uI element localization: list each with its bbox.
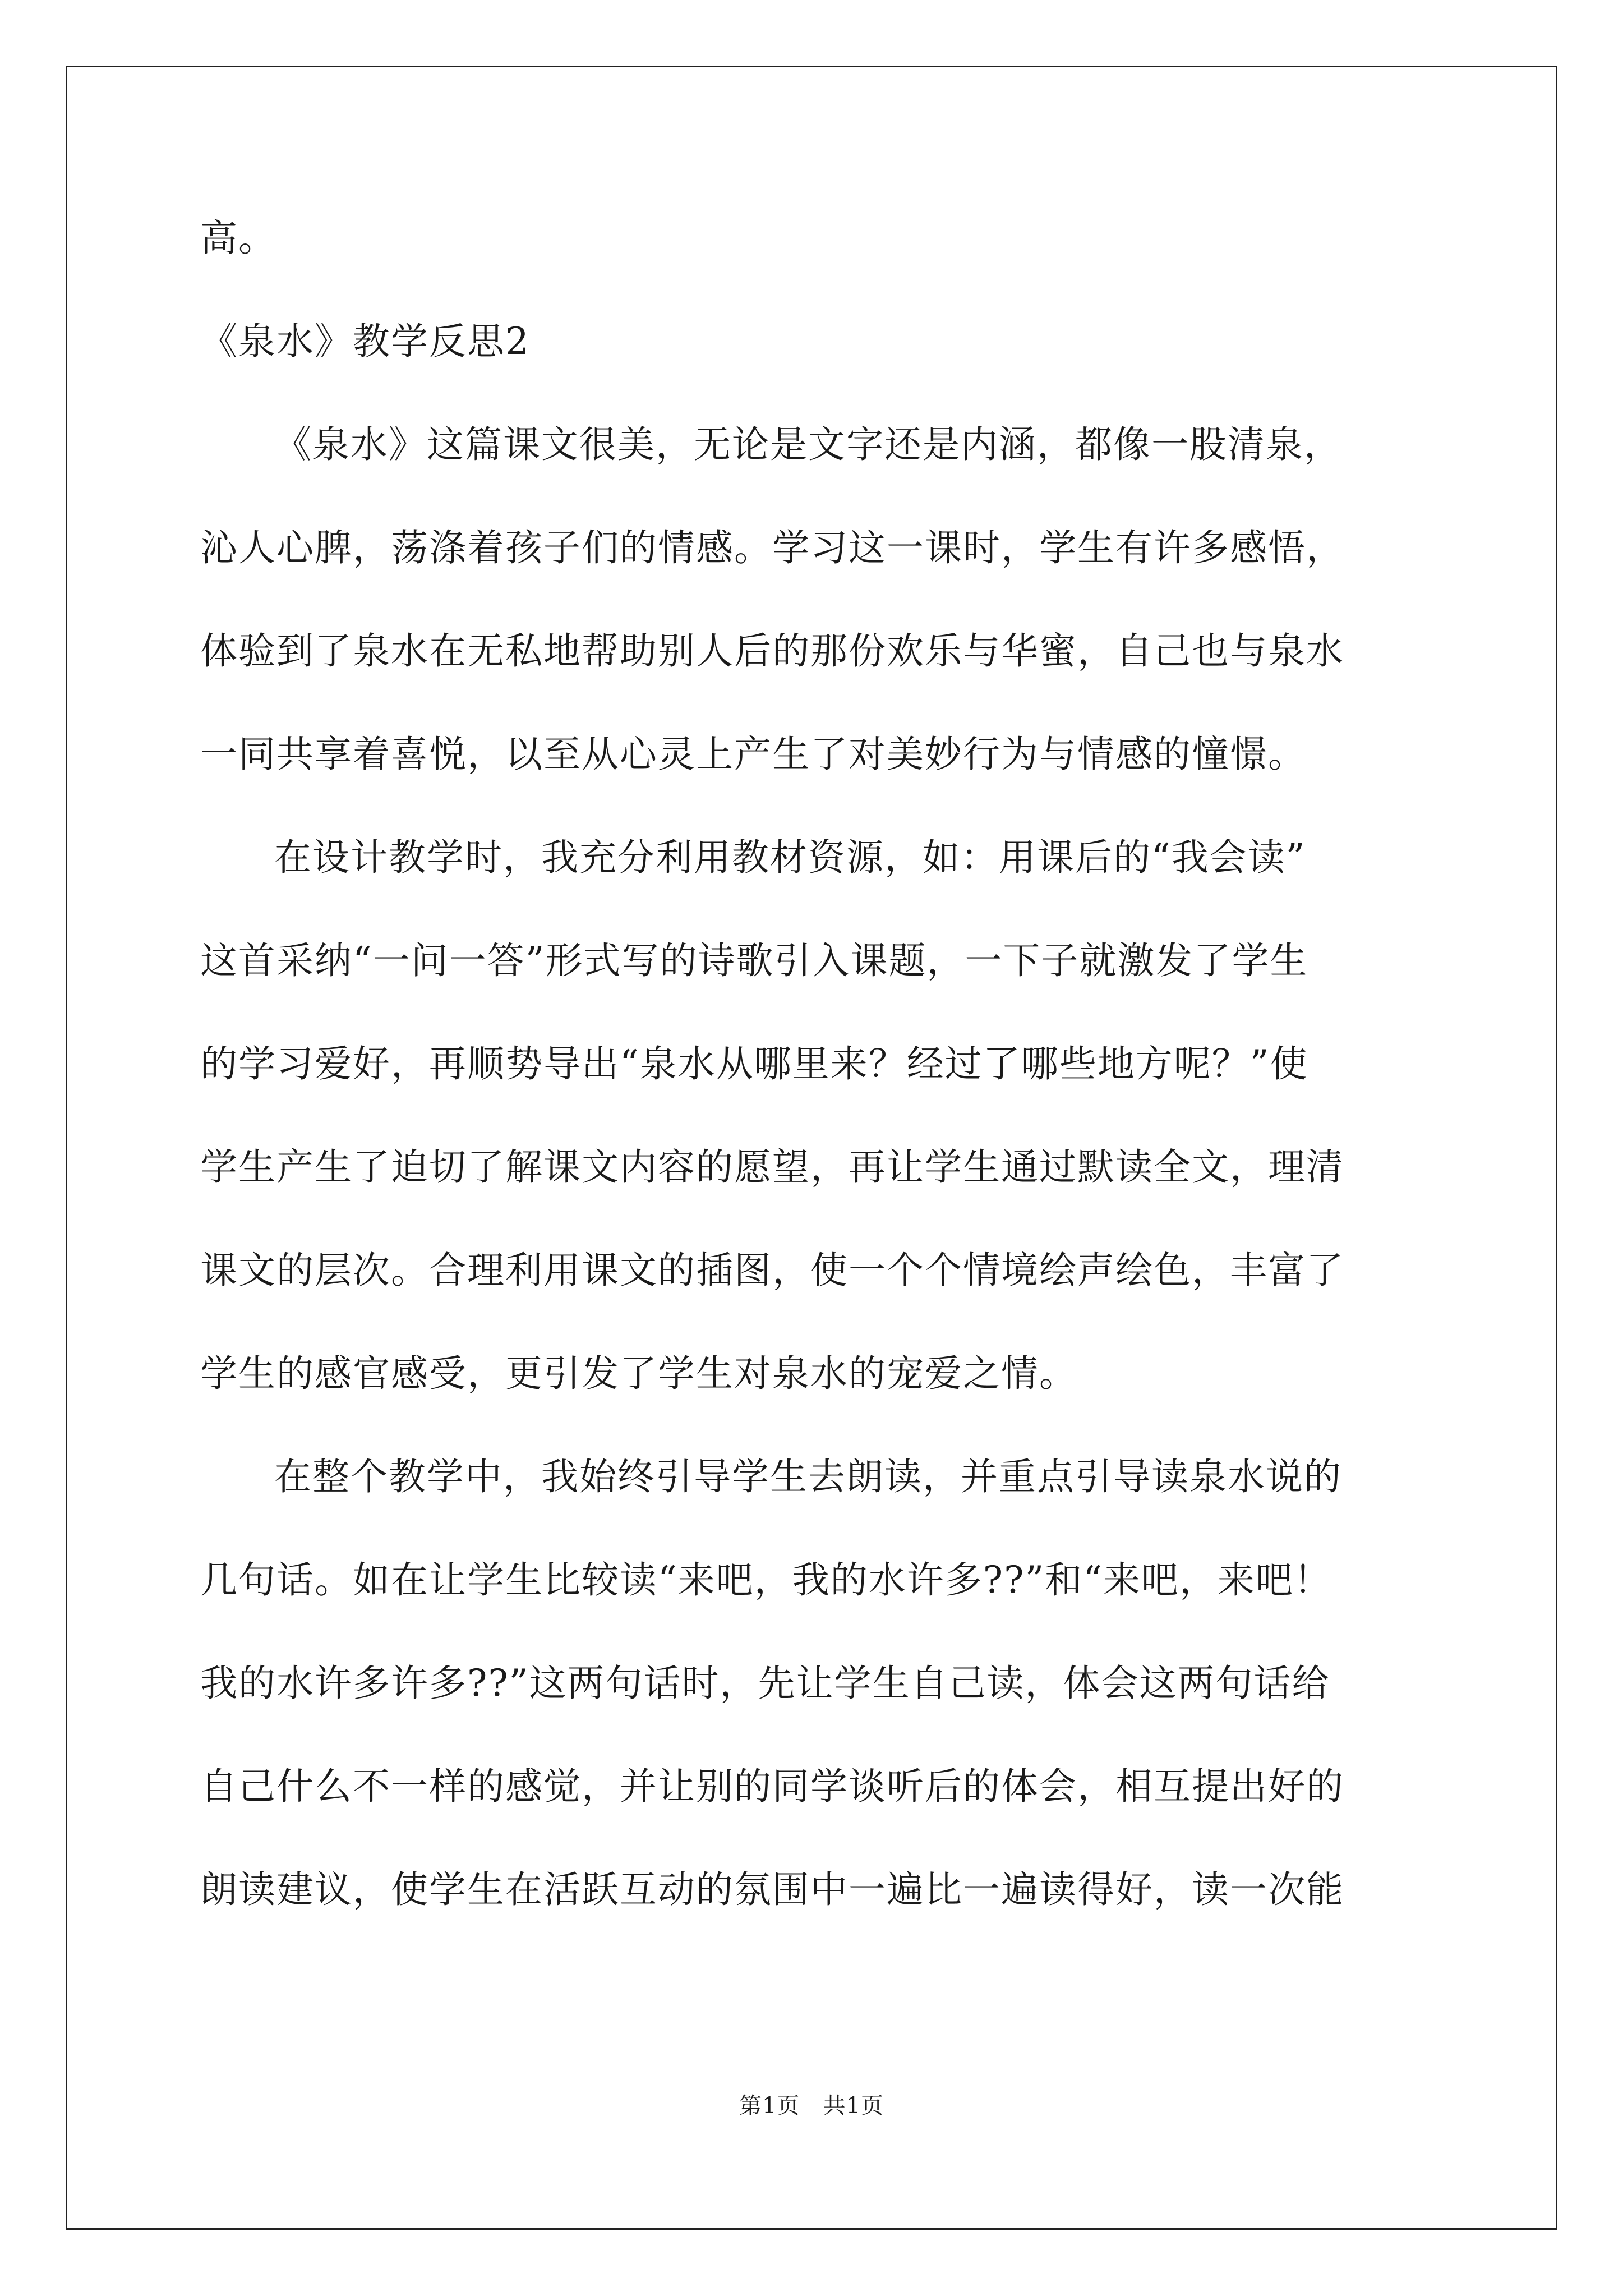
paragraph-line: 的学习爱好，再顺势导出“泉水从哪里来？经过了哪些地方呢？”使 <box>200 1042 1308 1085</box>
page-number: 第1页 共1页 <box>739 2093 884 2119</box>
paragraph-line: 朗读建议，使学生在活跃互动的氛围中一遍比一遍读得好，读一次能 <box>200 1868 1344 1911</box>
text-line: 高。 <box>200 217 276 260</box>
paragraph-line: 几句话。如在让学生比较读“来吧，我的水许多??”和“来吧，来吧！ <box>200 1558 1332 1602</box>
paragraph-line: 学生的感官感受，更引发了学生对泉水的宠爱之情。 <box>200 1352 1077 1395</box>
paragraph-line: 沁人心脾，荡涤着孩子们的情感。学习这一课时，学生有许多感悟， <box>200 526 1344 569</box>
paragraph-line: 我的水许多许多??”这两句话时，先让学生自己读，体会这两句话给 <box>200 1662 1330 1705</box>
paragraph-line: 在设计教学时，我充分利用教材资源，如：用课后的“我会读” <box>274 836 1306 879</box>
paragraph-line: 学生产生了迫切了解课文内容的愿望，再让学生通过默读全文，理清 <box>200 1145 1344 1189</box>
paragraph-line: 一同共享着喜悦，以至从心灵上产生了对美妙行为与情感的憧憬。 <box>200 733 1306 776</box>
paragraph-line: 这首采纳“一问一答”形式写的诗歌引入课题，一下子就激发了学生 <box>200 939 1308 982</box>
paragraph-line: 课文的层次。合理利用课文的插图，使一个个情境绘声绘色，丰富了 <box>200 1249 1344 1292</box>
page-footer <box>0 2090 1623 2122</box>
paragraph-line: 在整个教学中，我始终引导学生去朗读，并重点引导读泉水说的 <box>274 1455 1342 1498</box>
paragraph-line: 自己什么不一样的感觉，并让别的同学谈听后的体会，相互提出好的 <box>200 1765 1344 1808</box>
paragraph-line: 体验到了泉水在无私地帮助别人后的那份欢乐与华蜜，自己也与泉水 <box>200 629 1344 673</box>
paragraph-line: 《泉水》这篇课文很美，无论是文字还是内涵，都像一股清泉， <box>274 423 1342 466</box>
section-heading: 《泉水》教学反思2 <box>200 320 530 363</box>
